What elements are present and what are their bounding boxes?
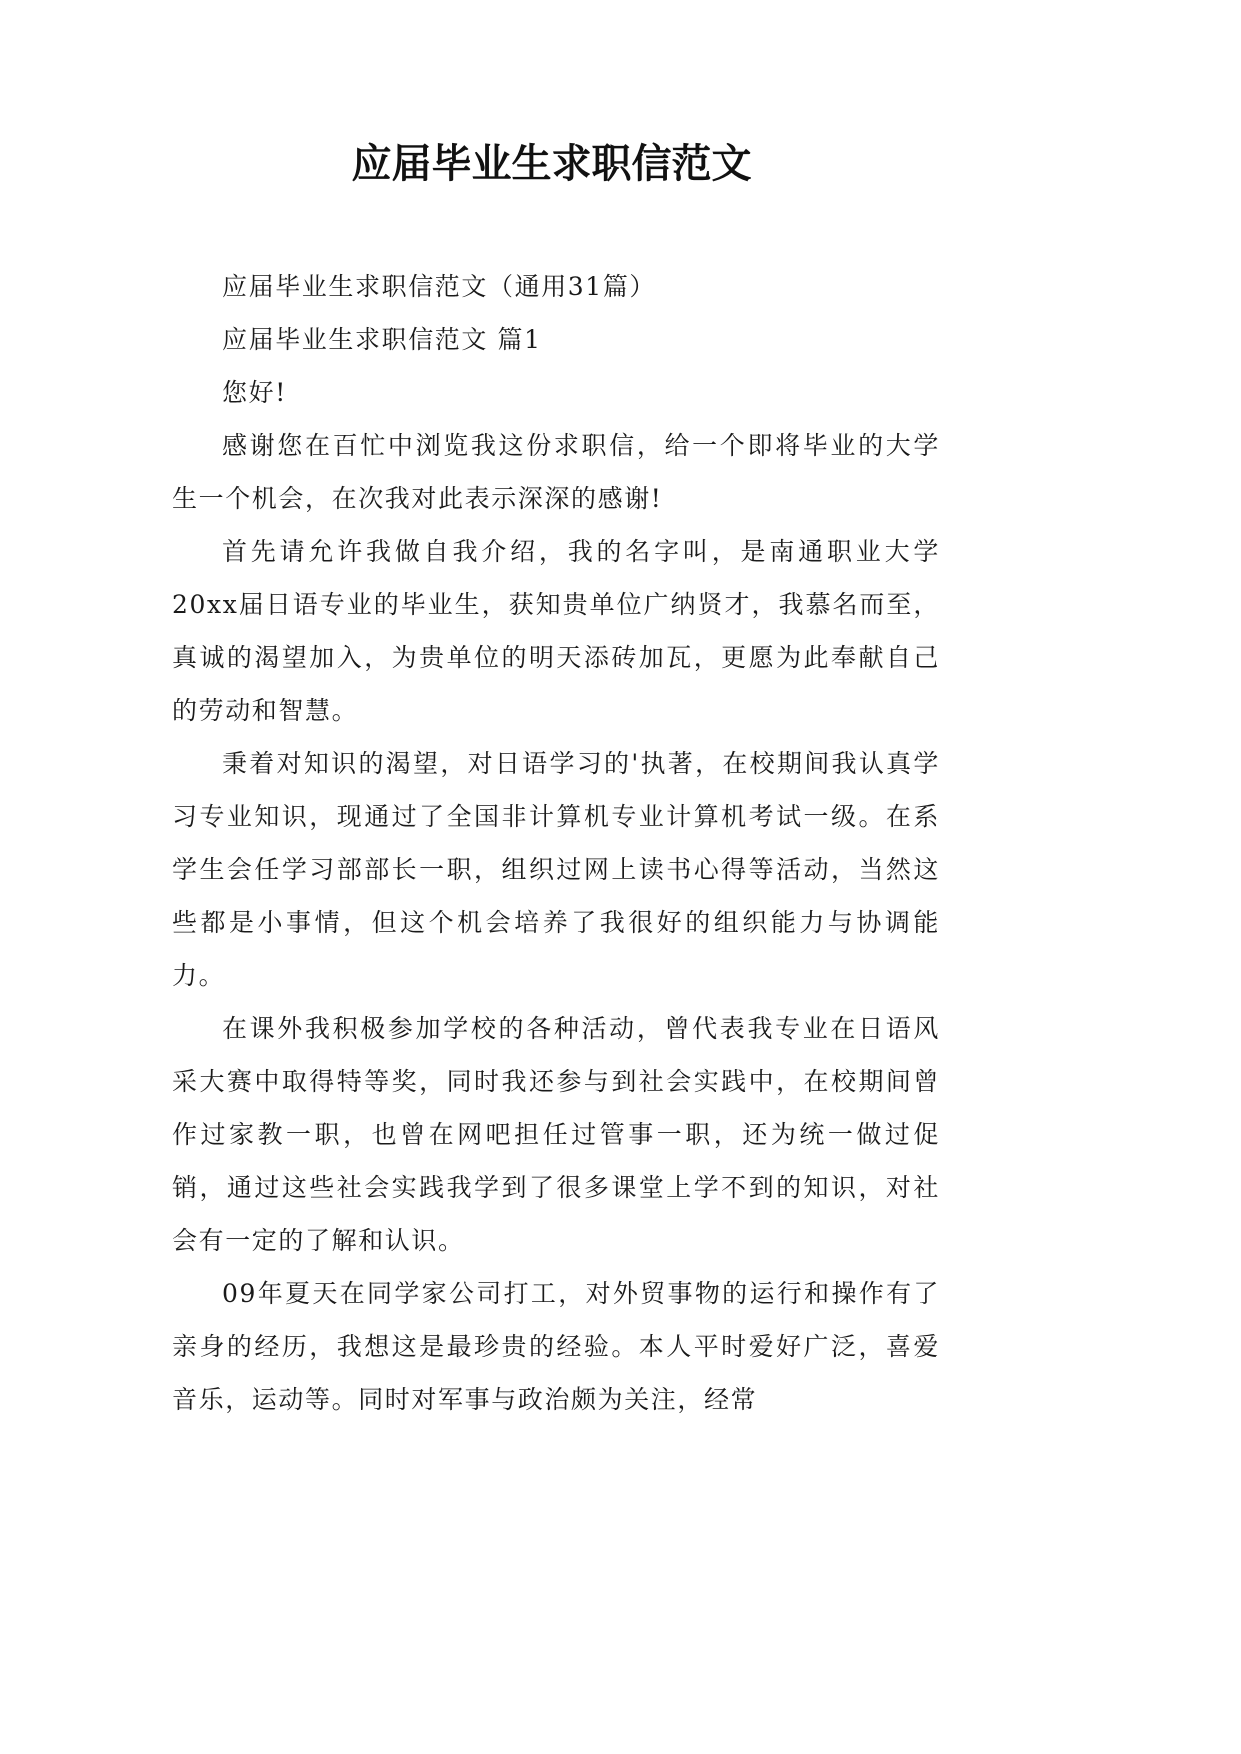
body-paragraph: 在课外我积极参加学校的各种活动，曾代表我专业在日语风采大赛中取得特等奖，同时我还参与到社会实践中，在校期间曾作过家教一职，也曾在网吧担任过管事一职，还为统一做过促销，通过这些社会实践我学到了很多课堂上学不到的知识，对社会有一定的了解和认识。	[172, 1014, 940, 1255]
body-paragraph: 首先请允许我做自我介绍，我的名字叫，是南通职业大学20xx届日语专业的毕业生，获知贵单位广纳贤才，我慕名而至，真诚的渴望加入，为贵单位的明天添砖加瓦，更愿为此奉献自己的劳动和智慧。	[172, 537, 940, 725]
body-paragraph: 09年夏天在同学家公司打工，对外贸事物的运行和操作有了亲身的经历，我想这是最珍贵的经验。本人平时爱好广泛，喜爱音乐，运动等。同时对军事与政治颇为关注，经常	[172, 1279, 940, 1414]
greeting-paragraph: 您好!	[222, 378, 287, 407]
document-title: 应届毕业生求职信范文	[351, 140, 752, 187]
document-body	[172, 260, 940, 1426]
section-heading: 应届毕业生求职信范文 篇1	[222, 325, 542, 354]
body-paragraph: 感谢您在百忙中浏览我这份求职信，给一个即将毕业的大学生一个机会，在次我对此表示深深的感谢!	[172, 431, 940, 513]
body-paragraph: 秉着对知识的渴望，对日语学习的'执著，在校期间我认真学习专业知识，现通过了全国非计算机专业计算机考试一级。在系学生会任学习部部长一职，组织过网上读书心得等活动，当然这些都是小事情，但这个机会培养了我很好的组织能力与协调能力。	[172, 749, 940, 990]
subtitle-paragraph: 应届毕业生求职信范文（通用31篇）	[222, 272, 657, 301]
